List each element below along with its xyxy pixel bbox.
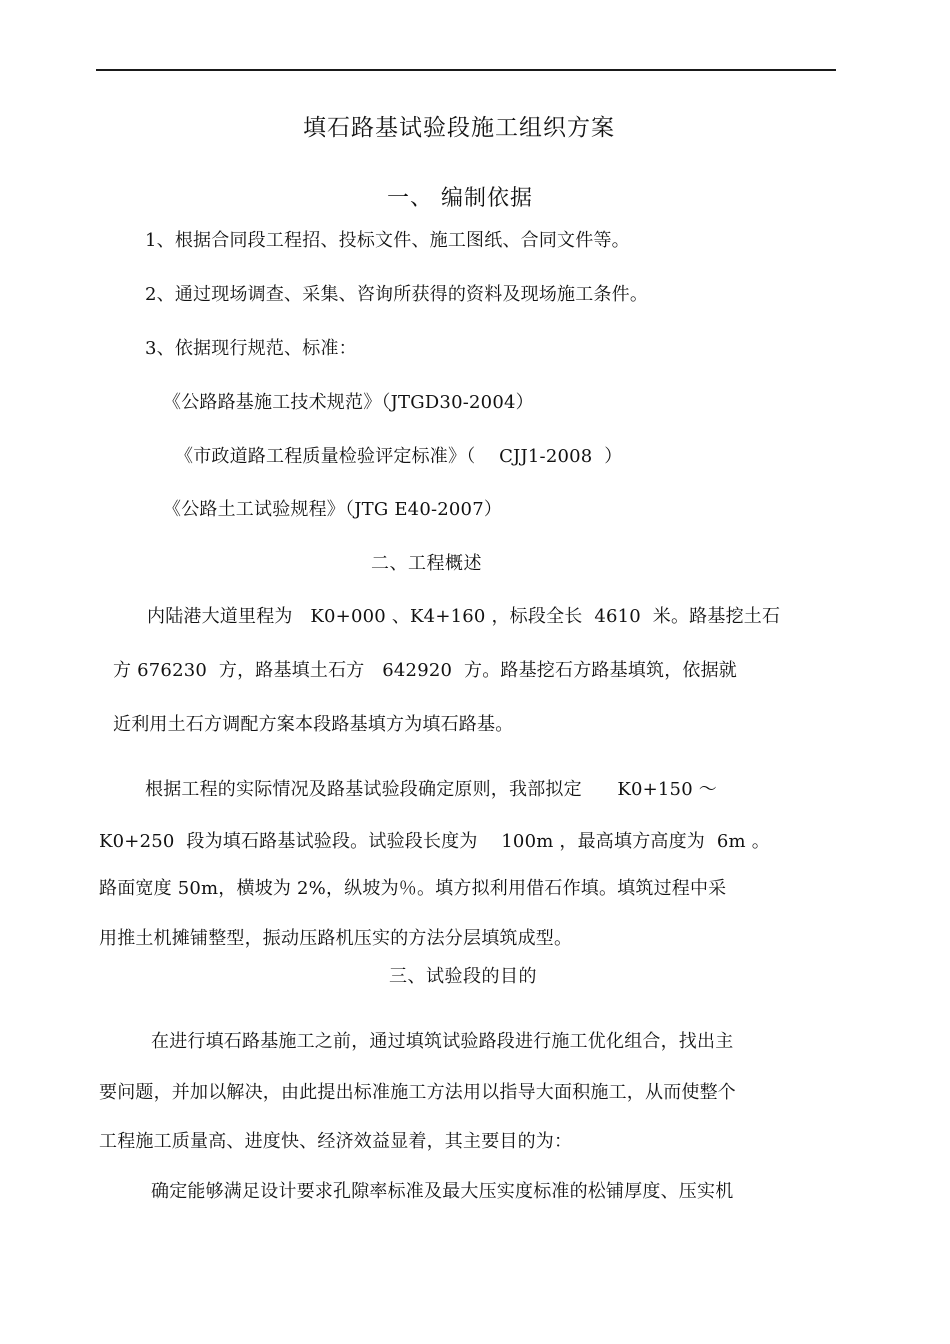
standard-item-1: 《公路路基施工技术规范》（JTGD30-2004） [163, 392, 534, 413]
overview-para2-line2: K0+250 段为填石路基试验段。试验段长度为 100m ，最高填方高度为 6m 。 [99, 831, 770, 852]
section-2-heading: 二、工程概述 [371, 553, 482, 574]
basis-item-3: 3、依据现行规范、标准： [145, 338, 357, 359]
basis-item-1: 1、根据合同段工程招、投标文件、施工图纸、合同文件等。 [145, 230, 630, 251]
overview-para2-line3: 路面宽度 50m，横坡为 2%，纵坡为％。填方拟利用借石作填。填筑过程中采 [99, 878, 727, 899]
purpose-para1-line1: 在进行填石路基施工之前，通过填筑试验路段进行施工优化组合，找出主 [151, 1031, 734, 1052]
header-rule [96, 69, 836, 71]
purpose-para1-line2: 要问题，并加以解决，由此提出标准施工方法用以指导大面积施工，从而使整个 [99, 1082, 736, 1103]
document-title: 填石路基试验段施工组织方案 [303, 115, 615, 141]
section-3-heading: 三、试验段的目的 [389, 966, 537, 987]
overview-para1-line2: 方 676230 方，路基填土石方 642920 方。路基挖石方路基填筑，依据就 [113, 660, 737, 681]
overview-para2-line1: 根据工程的实际情况及路基试验段确定原则，我部拟定 K0+150 ～ [145, 779, 717, 800]
basis-item-2: 2、通过现场调查、采集、咨询所获得的资料及现场施工条件。 [145, 284, 649, 305]
overview-para2-line4: 用推土机摊铺整型，振动压路机压实的方法分层填筑成型。 [99, 928, 573, 949]
standard-item-2: 《市政道路工程质量检验评定标准》（ CJJ1-2008 ） [175, 446, 623, 467]
purpose-para2-line1: 确定能够满足设计要求孔隙率标准及最大压实度标准的松铺厚度、压实机 [151, 1181, 734, 1202]
standard-item-3: 《公路土工试验规程》（JTG E40-2007） [163, 499, 503, 520]
purpose-para1-line3: 工程施工质量高、进度快、经济效益显着，其主要目的为： [99, 1131, 573, 1152]
overview-para1-line3: 近利用土石方调配方案本段路基填方为填石路基。 [113, 714, 514, 735]
section-1-heading: 一、 编制依据 [387, 186, 533, 211]
overview-para1-line1: 内陆港大道里程为 K0+000 、K4+160 ，标段全长 4610 米。路基挖土石 [147, 606, 781, 627]
